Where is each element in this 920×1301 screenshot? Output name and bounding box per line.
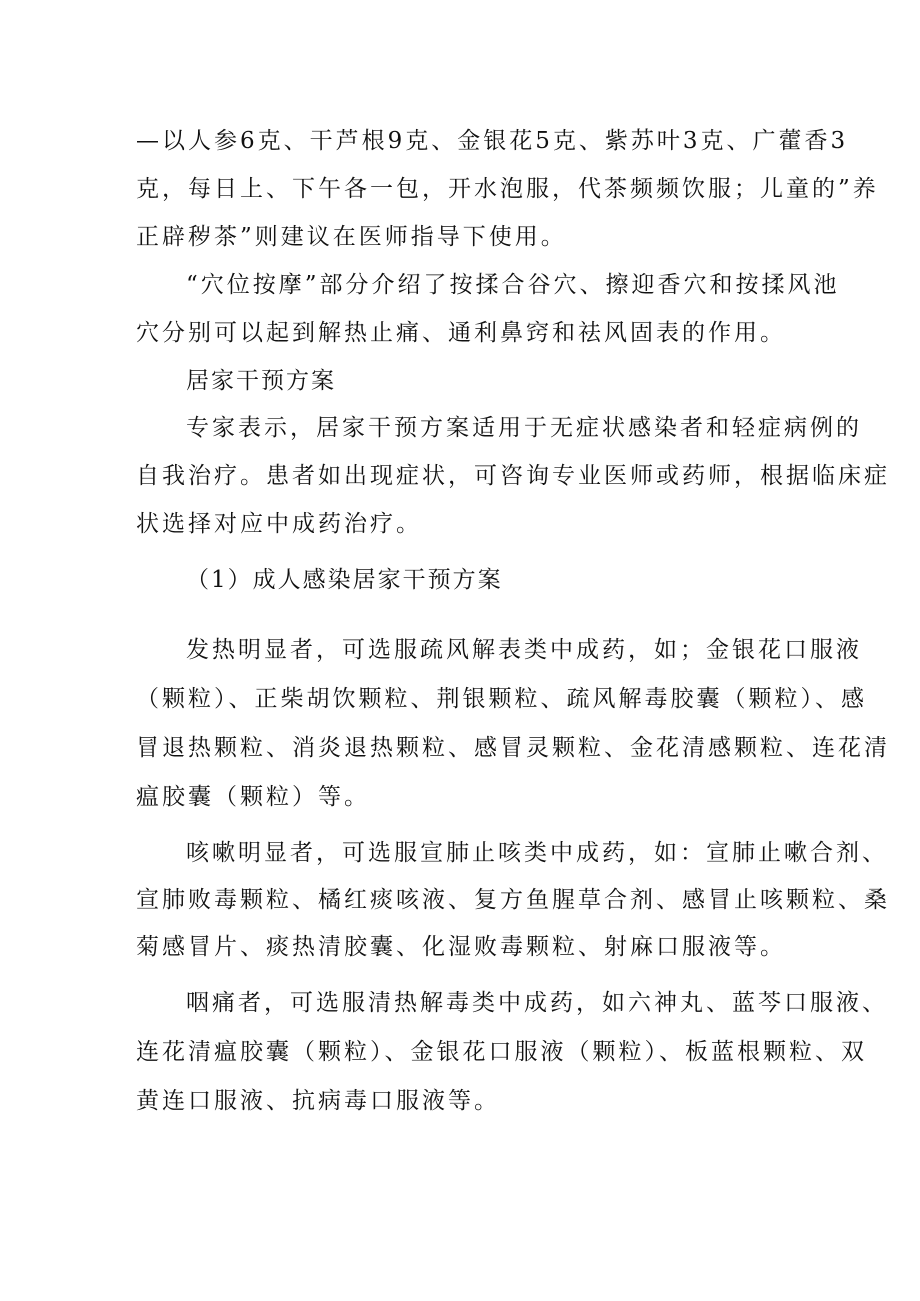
paragraph-line: —以人参6克、干芦根9克、金银花5克、紫苏叶3克、广藿香3 [136,128,849,154]
paragraph-line: 专家表示，居家干预方案适用于无症状感染者和轻症病例的 [186,415,862,441]
paragraph-line: 连花清瘟胶囊（颗粒）、金银花口服液（颗粒）、板蓝根颗粒、双 [136,1039,867,1065]
paragraph-line: 自我治疗。患者如出现症状，可咨询专业医师或药师，根据临床症 [136,463,890,489]
paragraph-line: 黄连口服液、抗病毒口服液等。 [136,1088,500,1114]
paragraph-line: （颗粒）、正柴胡饮颗粒、荆银颗粒、疏风解毒胶囊（颗粒）、感 [136,686,867,712]
paragraph-line: 瘟胶囊（颗粒）等。 [136,784,370,810]
paragraph-line: 菊感冒片、痰热清胶囊、化湿败毒颗粒、射麻口服液等。 [136,934,786,960]
paragraph-line: 宣肺败毒颗粒、橘红痰咳液、复方鱼腥草合剂、感冒止咳颗粒、桑 [136,887,890,913]
paragraph-line: 发热明显者，可选服疏风解表类中成药，如；金银花口服液 [186,637,862,663]
paragraph-line: 状选择对应中成药治疗。 [136,511,422,537]
paragraph-line: “穴位按摩”部分介绍了按揉合谷穴、擦迎香穴和按揉风池 [186,272,840,298]
subsection-heading: （1）成人感染居家干预方案 [186,567,503,593]
section-heading: 居家干预方案 [186,368,336,394]
paragraph-line: 冒退热颗粒、消炎退热颗粒、感冒灵颗粒、金花清感颗粒、连花清 [136,735,890,761]
paragraph-line: 穴分别可以起到解热止痛、通利鼻窍和祛风固表的作用。 [136,320,786,346]
paragraph-line: 克，每日上、下午各一包，开水泡服，代茶频频饮服；儿童的”养 [136,176,879,202]
paragraph-line: 咽痛者，可选服清热解毒类中成药，如六神丸、蓝芩口服液、 [186,990,888,1016]
paragraph-line: 咳嗽明显者，可选服宣肺止咳类中成药，如：宣肺止嗽合剂、 [186,840,888,866]
paragraph-line: 正辟秽茶”则建议在医师指导下使用。 [136,224,567,250]
